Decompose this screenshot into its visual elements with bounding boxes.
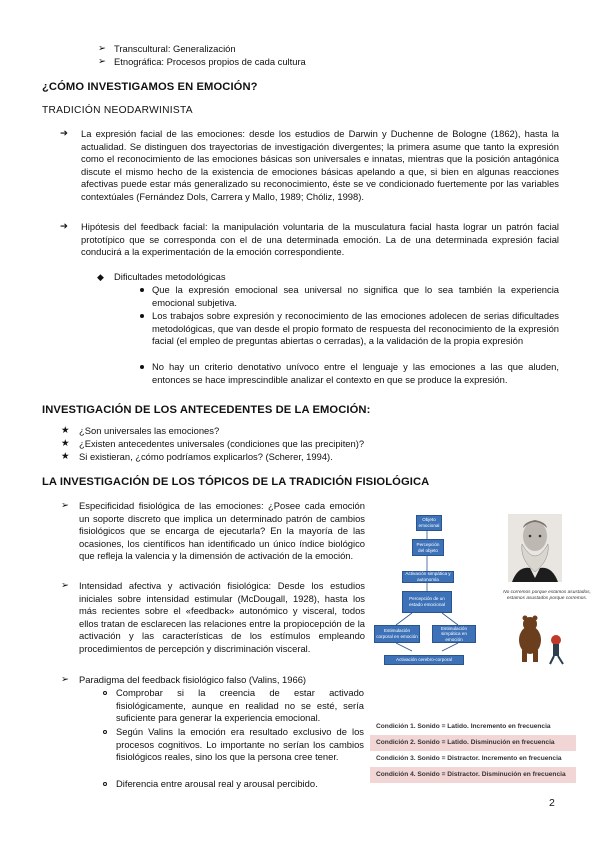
portrait-photo: [508, 514, 562, 582]
dificultad-1: Que la expresión emocional sea universal no significa que lo sea también la experiencia emocional subjetiva.: [152, 284, 559, 308]
top-item-1: Transcultural: Generalización: [114, 43, 236, 54]
james-lange-diagram: [372, 503, 476, 653]
bear-cartoon: [510, 606, 570, 666]
paragraph-expresion-facial: La expresión facial de las emociones: desde los estudios de Darwin y Duchenne de Bologne (1862), hasta la actualidad. Se distinguen dos trayectorias de investigación divergentes; la primera asume que tanto la expresión como el reconocimiento de las emociones básicas son universales e innatas, mientras que la posición antagónica discute el mismo hecho de la existencia de emociones básicas apelando a que, si bien en algunas reacciones afectivas puede estar más generalizado su reconocimiento, éste se ve condicionado fuertemente por las variables contextúales (Fernández Dols, Carrera y Mallo, 1989; Chóliz, 1998).: [81, 128, 559, 202]
section-subtitle-neodarwinista: TRADICIÓN NEODARWINISTA: [42, 105, 193, 116]
bullet-circle-icon: [103, 782, 107, 786]
diagram-box-activacion-cerebral: Activación cerebro-corporal: [384, 655, 464, 665]
valins-point-2: Según Valins la emoción era resultado exclusivo de los procesos cognitivos. Lo importante no serían los cambios fisiológicos reales, sino los que la persona cree tener.: [116, 726, 364, 763]
condition-row-3: Condición 3. Sonido = Distractor. Incremento en frecuencia: [370, 751, 576, 767]
arrow-right-icon: ➔: [60, 128, 68, 139]
section-title-fisiologica: LA INVESTIGACIÓN DE LOS TÓPICOS DE LA TRADICIÓN FISIOLÓGICA: [42, 476, 430, 488]
star-item-2: ¿Existen antecedentes universales (condiciones que las precipiten)?: [79, 438, 365, 449]
condition-row-2: Condición 2. Sonido = Latido. Disminución en frecuencia: [370, 735, 576, 751]
condition-row-4: Condición 4. Sonido = Distractor. Disminución en frecuencia: [370, 767, 576, 783]
section-title-antecedentes: INVESTIGACIÓN DE LOS ANTECEDENTES DE LA EMOCIÓN:: [42, 404, 371, 416]
bear-illustration: [510, 606, 570, 666]
arrow-bullet-icon: ➢: [61, 500, 69, 511]
valins-point-1: Comprobar si la creencia de estar activado fisiológicamente, aunque en realidad no se esté, sería suficiente para generar la experiencia emocional.: [116, 687, 364, 724]
diagram-box-estimulacion-simpatica: Estimulación simpática en emoción: [432, 625, 476, 643]
dificultades-heading: Dificultades metodológicas: [114, 271, 226, 282]
dificultad-2: Los trabajos sobre expresión y reconocimiento de las emociones adolecen de serias dificultades metodológicas, que van desde el propio formato de respuesta del reconocimiento de la expresión facial (el empleo de preguntas abiertas o cerradas), a la validación de la propia expresión: [152, 310, 559, 347]
arrow-bullet-icon: ➢: [61, 580, 69, 591]
arrow-bullet-icon: ➢: [61, 674, 69, 685]
diagram-box-objeto: Objeto emocional: [416, 515, 442, 531]
bullet-circle-icon: [103, 691, 107, 695]
diagram-box-estimulacion-corporal: Estimulación corporal en emoción: [374, 625, 420, 643]
star-bullet-icon: ★: [61, 425, 70, 436]
dificultad-3: No hay un criterio denotativo unívoco entre el lenguaje y las emociones a las que aluden, entonces se hace imprescindible analizar el contexto en que se produce la expresión.: [152, 361, 559, 385]
top-item-2: Etnográfica: Procesos propios de cada cultura: [114, 56, 306, 67]
bullet-circle-icon: [103, 730, 107, 734]
diagram-caption: No corremos porque estamos asustados, estamos asustados porque corremos.: [503, 590, 591, 601]
page-number: 2: [549, 797, 555, 809]
paragraph-valins: Paradigma del feedback fisiológico falso (Valins, 1966): [79, 674, 307, 685]
bullet-dot-icon: [140, 288, 144, 292]
diamond-bullet-icon: ◆: [97, 272, 104, 282]
bullet-dot-icon: [140, 314, 144, 318]
diagram-box-percepcion: Percepción del objeto: [412, 539, 444, 556]
paragraph-intensidad: Intensidad afectiva y activación fisiológica: Desde los estudios iniciales sobre intensidad estimular (McDougall, 1928), hasta los más recientes sobre el «feedback» autonómico y visceral, todos ellos tratan de esclarecen las relaciones entre la propiocepción de la activación y las características de los estímulos empleando procedimientos de percepción y discriminación visceral.: [79, 580, 365, 654]
star-bullet-icon: ★: [61, 451, 70, 462]
paragraph-especificidad: Especificidad fisiológica de las emociones: ¿Posee cada emoción un soporte discreto que implica un determinado patrón de cambios fisiológicos que se encarga de ejecutarla? En la mayoría de las ocasiones, los científicos han identificado un único índice biológico que refleja la valencia y la dimensión de activación de la emoción.: [79, 500, 365, 562]
valins-point-3: Diferencia entre arousal real y arousal percibido.: [116, 778, 318, 789]
diagram-box-activacion: Activación simpática y autonomía: [402, 571, 454, 583]
arrow-bullet-icon: ➢: [98, 43, 106, 54]
paragraph-feedback-facial: Hipótesis del feedback facial: la manipulación voluntaria de la musculatura facial hasta lograr un patrón facial prototípico que se corresponda con el de una determinada emoción. La de una determinada expresión facial conducirá a la experimentación de la emoción correspondiente.: [81, 221, 559, 258]
diagram-box-estado: Percepción de un estado emocional: [402, 591, 452, 613]
portrait-illustration: [508, 514, 562, 582]
star-item-3: Si existieran, ¿cómo podríamos explicarlos? (Scherer, 1994).: [79, 451, 333, 462]
section-title-como-investigamos: ¿CÓMO INVESTIGAMOS EN EMOCIÓN?: [42, 81, 258, 93]
arrow-bullet-icon: ➢: [98, 56, 106, 67]
star-bullet-icon: ★: [61, 438, 70, 449]
star-item-1: ¿Son universales las emociones?: [79, 425, 220, 436]
bullet-dot-icon: [140, 365, 144, 369]
arrow-right-icon: ➔: [60, 221, 68, 232]
condition-row-1: Condición 1. Sonido = Latido. Incremento en frecuencia: [370, 719, 576, 735]
